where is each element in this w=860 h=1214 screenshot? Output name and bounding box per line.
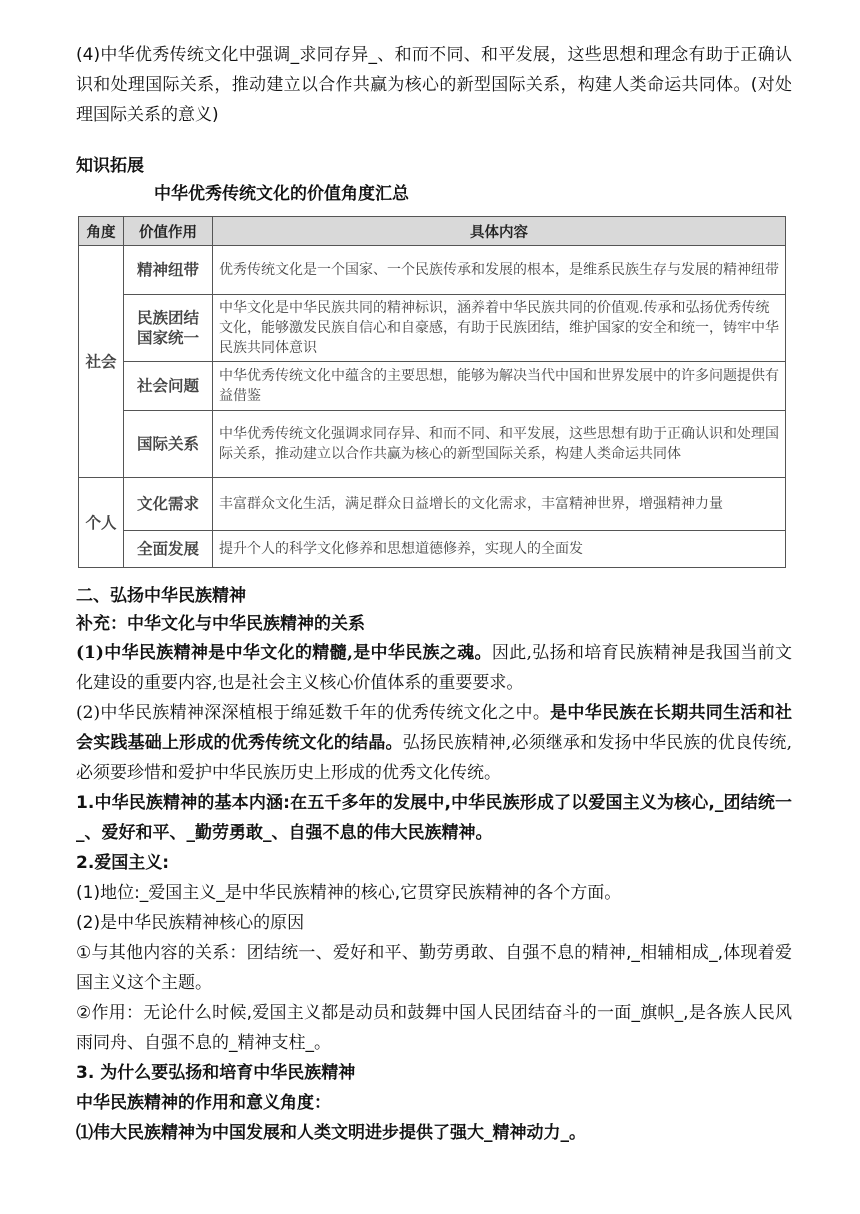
item-3-1: ⑴伟大民族精神为中国发展和人类文明进步提供了强大_精神动力_。 bbox=[76, 1123, 586, 1143]
row-content: 中华文化是中华民族共同的精神标识，涵养着中华民族共同的价值观.传承和弘扬优秀传统文化，能够激发民族自信心和自豪感，有助于民族团结，维护国家的安全和统一，铸牢中华民族共同体意识 bbox=[213, 295, 786, 362]
row-role: 社会问题 bbox=[124, 362, 213, 411]
row-content: 提升个人的科学文化修养和思想道德修养，实现人的全面发 bbox=[213, 531, 786, 568]
group-society: 社会 bbox=[79, 246, 124, 478]
supp1-bold: (1)中华民族精神是中华文化的精髓,是中华民族之魂。 bbox=[76, 643, 492, 663]
section2-heading: 二、弘扬中华民族精神 bbox=[76, 586, 246, 606]
table-header-row bbox=[79, 217, 786, 246]
supp2-rest: 弘扬民族精神,必须继承和发扬中华民族的优良传统,必须要珍惜和爱护中华民族历史上形成的优秀文化传统。 bbox=[76, 733, 792, 783]
item-3-heading: 3. 为什么要弘扬和培育中华民族精神 bbox=[76, 1063, 356, 1083]
table-title: 中华优秀传统文化的价值角度汇总 bbox=[154, 184, 409, 204]
item-3-subheading: 中华民族精神的作用和意义角度： bbox=[76, 1093, 331, 1113]
supplement-heading: 补充：中华文化与中华民族精神的关系 bbox=[76, 614, 365, 634]
table-row bbox=[79, 246, 786, 295]
row-role: 全面发展 bbox=[124, 531, 213, 568]
header-angle: 角度 bbox=[79, 217, 124, 246]
table-row bbox=[79, 478, 786, 531]
row-content: 中华优秀传统文化强调求同存异、和而不同、和平发展，这些思想有助于正确认识和处理国际关系，推动建立以合作共赢为核心的新型国际关系，构建人类命运共同体 bbox=[213, 411, 786, 478]
item-2-2: (2)是中华民族精神核心的原因 bbox=[76, 913, 305, 933]
row-role: 国际关系 bbox=[124, 411, 213, 478]
row-content: 优秀传统文化是一个国家、一个民族传承和发展的根本，是维系民族生存与发展的精神纽带 bbox=[213, 246, 786, 295]
row-content: 中华优秀传统文化中蕴含的主要思想，能够为解决当代中国和世界发展中的许多问题提供有益借鉴 bbox=[213, 362, 786, 411]
value-table bbox=[78, 216, 786, 568]
item-1: 1.中华民族精神的基本内涵:在五千多年的发展中,中华民族形成了以爱国主义为核心,_团结统一_、爱好和平、_勤劳勇敢_、自强不息的伟大民族精神。 bbox=[76, 793, 792, 843]
intro-paragraph: (4)中华优秀传统文化中强调_求同存异_、和而不同、和平发展，这些思想和理念有助于正确认识和处理国际关系，推动建立以合作共赢为核心的新型国际关系，构建人类命运共同体。(对处理国际关系的意义) bbox=[76, 45, 792, 125]
table-row bbox=[79, 295, 786, 362]
header-role: 价值作用 bbox=[124, 217, 213, 246]
document-page bbox=[76, 40, 792, 1148]
table-row bbox=[79, 411, 786, 478]
item-2-2b: ②作用：无论什么时候,爱国主义都是动员和鼓舞中国人民团结奋斗的一面_旗帜_,是各族人民风雨同舟、自强不息的_精神支柱_。 bbox=[76, 1003, 792, 1053]
supp2-bold: 是中华民族在长期共同生活和社会实践基础上形成的优秀传统文化的结晶。 bbox=[76, 703, 792, 753]
row-role: 文化需求 bbox=[124, 478, 213, 531]
knowledge-heading: 知识拓展 bbox=[76, 156, 144, 176]
row-role: 民族团结国家统一 bbox=[124, 295, 213, 362]
supp2-start: (2)中华民族精神深深植根于绵延数千年的优秀传统文化之中。 bbox=[76, 703, 551, 723]
supplement-item-1 bbox=[76, 638, 792, 698]
row-role: 精神纽带 bbox=[124, 246, 213, 295]
row-content: 丰富群众文化生活，满足群众日益增长的文化需求，丰富精神世界，增强精神力量 bbox=[213, 478, 786, 531]
group-person: 个人 bbox=[79, 478, 124, 568]
header-content: 具体内容 bbox=[213, 217, 786, 246]
supplement-item-2 bbox=[76, 698, 792, 788]
item-2-2a: ①与其他内容的关系：团结统一、爱好和平、勤劳勇敢、自强不息的精神,_相辅相成_,体现着爱国主义这个主题。 bbox=[76, 943, 792, 993]
supp1-rest: 因此,弘扬和培育民族精神是我国当前文化建设的重要内容,也是社会主义核心价值体系的重要要求。 bbox=[76, 643, 792, 693]
table-row bbox=[79, 362, 786, 411]
table-row bbox=[79, 531, 786, 568]
item-2-heading: 2.爱国主义: bbox=[76, 853, 170, 873]
item-2-1: (1)地位:_爱国主义_是中华民族精神的核心,它贯穿民族精神的各个方面。 bbox=[76, 883, 622, 903]
